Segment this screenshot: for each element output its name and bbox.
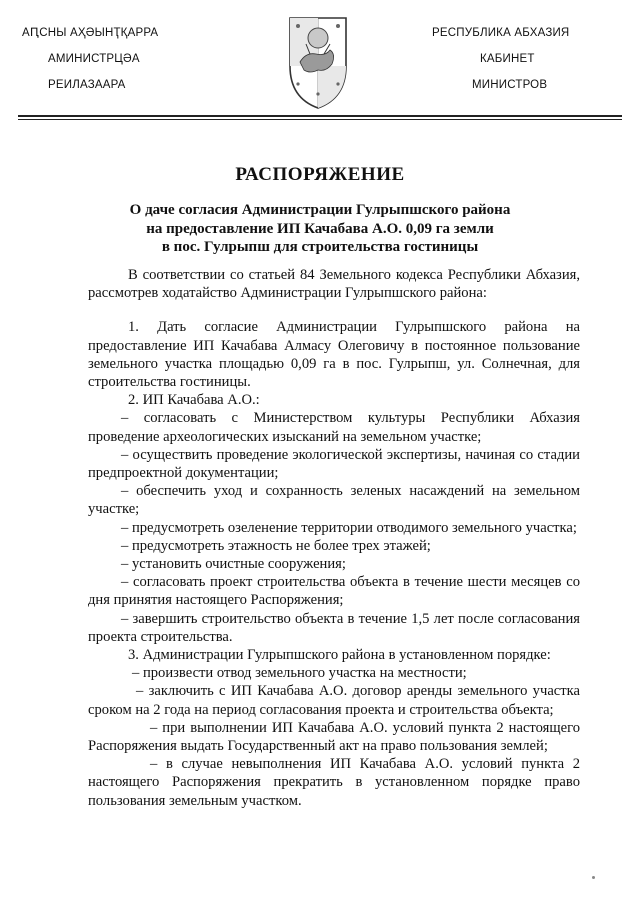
subject-line-2: на предоставление ИП Качабава А.О. 0,09 га земли — [146, 220, 494, 237]
header-right-line-2: КАБИНЕТ — [480, 53, 535, 65]
header-divider-thin — [18, 119, 622, 120]
item-3-point: – при выполнении ИП Качабава А.О. условий пункта 2 настоящего Распоряжения выдать Государственный акт на право пользования землей; — [88, 719, 580, 755]
document-subject — [100, 201, 540, 257]
header-left-line-3: РЕИЛАЗААРА — [48, 79, 126, 91]
subject-line-1: О даче согласия Администрации Гулрыпшского района — [129, 202, 511, 218]
item-3-point: – в случае невыполнения ИП Качабава А.О. условий пункта 2 настоящего Распоряжения прекратить в установленном порядке право пользования земельным участком. — [88, 756, 580, 809]
coat-of-arms-icon — [286, 14, 350, 110]
item-2-point: – согласовать проект строительства объекта в течение шести месяцев со дня принятия настоящего Распоряжения; — [88, 574, 580, 609]
document-title: РАСПОРЯЖЕНИЕ — [235, 164, 405, 185]
intro-paragraph: В соответствии со статьей 84 Земельного кодекса Республики Абхазия, рассмотрев ходатайство Администрации Гулрыпшского района: — [88, 267, 580, 302]
item-2-point: – обеспечить уход и сохранность зеленых насаждений на земельном участке; — [88, 483, 580, 518]
item-3-heading: 3. Администрации Гулрыпшского района в установленном порядке: — [128, 647, 551, 664]
item-2-point: – согласовать с Министерством культуры Республики Абхазия проведение археологических изысканий на земельном участке; — [88, 410, 580, 445]
header-right-line-3: МИНИСТРОВ — [472, 79, 548, 91]
header-left-line-1: АԤСНЫ АҲӘЫНҬҚАРРА — [22, 27, 159, 39]
header-right-line-1: РЕСПУБЛИКА АБХАЗИЯ — [432, 27, 570, 39]
header-left-line-2: АМИНИСТРЦӘА — [48, 53, 140, 65]
document-body — [88, 266, 580, 810]
item-2-point: – предусмотреть этажность не более трех этажей; — [121, 537, 431, 554]
item-2-point: – завершить строительство объекта в течение 1,5 лет после согласования проекта строительства. — [88, 610, 580, 645]
subject-line-3: в пос. Гулрыпш для строительства гостиницы — [161, 239, 479, 255]
header-left-block — [22, 20, 232, 98]
header-right-block — [432, 20, 640, 98]
item-3-point: – заключить с ИП Качабава А.О. договор аренды земельного участка сроком на 2 года на период согласования проекта и строительства объекта; — [88, 683, 580, 718]
header-divider-thick — [18, 115, 622, 117]
item-3-point: – произвести отвод земельного участка на местности; — [132, 665, 467, 682]
item-2-heading: 2. ИП Качабава А.О.: — [128, 392, 260, 409]
scan-speck — [592, 876, 595, 879]
item-1-paragraph: 1. Дать согласие Администрации Гулрыпшского района на предоставление ИП Качабава Алмасу Олеговичу в постоянное пользование земельного участка площадью 0,09 га в пос. Гулрыпш, ул. Солнечная, для строительства гостиницы. — [88, 319, 580, 391]
item-2-point: – установить очистные сооружения; — [121, 556, 346, 573]
item-2-point: – осуществить проведение экологической экспертизы, начиная со стадии предпроектной документации; — [88, 446, 580, 482]
item-2-point: – предусмотреть озеленение территории отводимого земельного участка; — [121, 519, 577, 536]
